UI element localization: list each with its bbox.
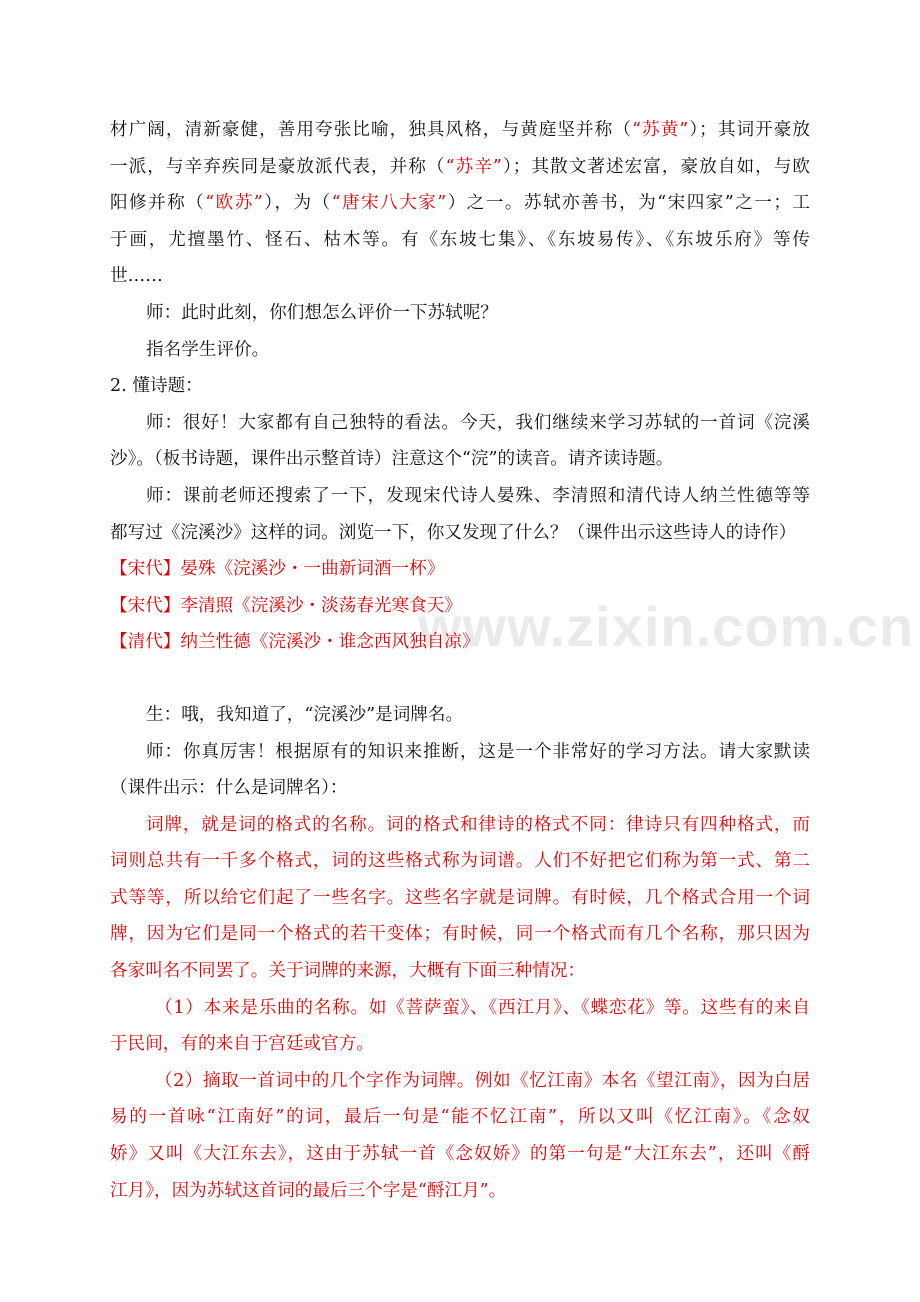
- text-segment: 材广阔，清新豪健，善用夸张比喻，独具风格，与黄庭坚并称（: [110, 120, 632, 140]
- text-line: 词则总共有一千多个格式，词的这些格式称为词谱。人们不好把它们称为第一式、第二: [110, 851, 810, 872]
- highlight-su-xin: “苏辛”: [445, 156, 502, 177]
- text-line: 易的一首咏“江南好”的词，最后一句是“能不忆江南”，所以又叫《忆江南》。《念奴: [110, 1107, 810, 1128]
- text-line: （1）本来是乐曲的名称。如《菩萨蛮》、《西江月》、《蝶恋花》等。这些有的来自: [155, 997, 810, 1018]
- text-line: （2）摘取一首词中的几个字作为词牌。例如《忆江南》本名《望江南》，因为白居: [155, 1070, 810, 1091]
- text-line: 牌，因为它们是同一个格式的若干变体；有时候，同一个格式而有几个名称，那只因为: [110, 924, 810, 945]
- text-line: 沙》。（板书诗题，课件出示整首诗）注意这个“浣”的读音。请齐读诗题。: [110, 449, 674, 470]
- text-segment: 世……: [110, 266, 163, 287]
- highlight-su-huang: “苏黄”: [631, 120, 689, 140]
- cipai-definition: [110, 807, 810, 990]
- text-segment: 阳修并称（: [110, 193, 206, 214]
- text-line: 师：你真厉害！根据原有的知识来推断，这是一个非常好的学习方法。请大家默读: [146, 741, 810, 762]
- text-line: 于民间，有的来自于宫廷或官方。: [110, 1034, 374, 1055]
- text-line: 师：很好！大家都有自己独特的看法。今天，我们继续来学习苏轼的一首词《浣溪: [146, 412, 810, 433]
- text-segment: ），为（: [262, 193, 332, 214]
- section-heading: 2. 懂诗题：: [110, 376, 203, 397]
- text-line: 娇》又叫《大江东去》，这由于苏轼一首《念奴娇》的第一句是“大江东去”，还叫《酹: [110, 1144, 810, 1165]
- cipai-case-1: [110, 990, 810, 1063]
- document-page: [110, 112, 810, 1209]
- poem-item: 【宋代】晏殊《浣溪沙・一曲新词酒一杯》: [110, 559, 445, 580]
- text-line: 词牌，就是词的格式的名称。词的格式和律诗的格式不同：律诗只有四种格式，而: [146, 814, 810, 835]
- poem-item: 【宋代】李清照《浣溪沙・淡荡春光寒食天》: [110, 595, 462, 616]
- text-line: [110, 258, 810, 295]
- text-segment: ）；其词开豪放: [688, 120, 810, 140]
- text-line: [110, 112, 810, 149]
- text-segment: ）之一。苏轼亦善书，为“宋四家”之一；工: [446, 193, 810, 214]
- teacher-search-paragraph: [110, 478, 810, 551]
- poem-list: [110, 551, 810, 661]
- text-line: 都写过《浣溪沙》这样的词。浏览一下，你又发现了什么？（课件出示这些诗人的诗作）: [110, 522, 797, 543]
- text-line: [110, 185, 810, 222]
- text-segment: 一派，与辛弃疾同是豪放派代表，并称（: [110, 156, 446, 177]
- su-shi-bio-paragraph: [110, 112, 810, 295]
- student-answer: 生：哦，我知道了，“浣溪沙”是词牌名。: [146, 704, 464, 725]
- text-line: 各家叫名不同罢了。关于词牌的来源，大概有下面三种情况：: [110, 961, 586, 982]
- text-line: 式等等，所以给它们起了一些名字。这些名字就是词牌。有时候，几个格式合用一个词: [110, 887, 810, 908]
- text-line: 江月》，因为苏轼这首词的最后三个字是“酹江月”。: [110, 1180, 507, 1201]
- teacher-question: 师：此时此刻，你们想怎么评价一下苏轼呢？: [146, 302, 498, 323]
- text-line: （课件出示：什么是词牌名）：: [110, 778, 348, 799]
- text-line: [110, 149, 810, 186]
- text-segment: ）；其散文著述宏富，豪放自如，与欧: [501, 156, 810, 177]
- cipai-case-2: [110, 1063, 810, 1209]
- text-line: 师：课前老师还搜索了一下，发现宋代诗人晏殊、李清照和清代诗人纳兰性德等等: [146, 485, 810, 506]
- highlight-ou-su: “欧苏”: [205, 193, 263, 214]
- text-line: [110, 222, 810, 259]
- highlight-tang-song-ba-da-jia: “唐宋八大家”: [331, 193, 447, 214]
- watermark: www.zixin.com.cn: [418, 595, 915, 658]
- student-evaluation: 指名学生评价。: [146, 339, 270, 360]
- poem-item: 【清代】纳兰性德《浣溪沙・谁念西风独自凉》: [110, 632, 480, 653]
- text-segment: 于画，尤擅墨竹、怪石、枯木等。有《东坡七集》、《东坡易传》、《东坡乐府》等传: [110, 229, 810, 250]
- teacher-praise-paragraph: [110, 734, 810, 807]
- teacher-good-paragraph: [110, 405, 810, 478]
